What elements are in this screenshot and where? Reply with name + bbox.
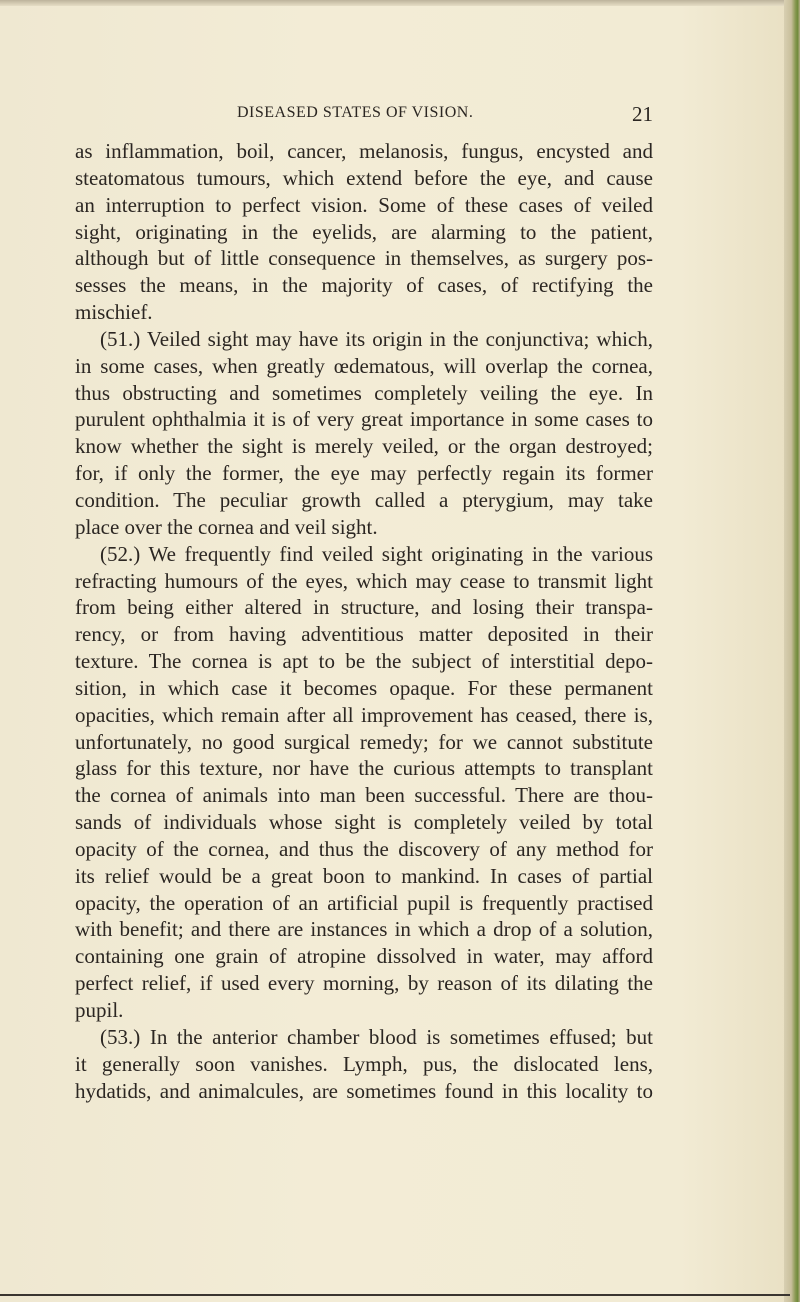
text-line: in some cases, when greatly œdematous, will overlap the cornea, [75,353,653,378]
text-line: hydatids, and animalcules, are sometimes found in this locality to [75,1078,653,1103]
text-line: steatomatous tumours, which extend before the eye, and cause [75,165,653,190]
text-line: sition, in which case it becomes opaque. For these permanent [75,675,653,700]
text-line: rency, or from having adventitious matter deposited in their [75,622,653,647]
bottom-rule [0,1294,790,1296]
page-header [75,104,653,128]
text-line: refracting humours of the eyes, which may cease to transmit light [75,568,653,593]
text-line: condition. The peculiar growth called a pterygium, may take [75,487,653,512]
text-line: perfect relief, if used every morning, by reason of its dilating the [75,971,653,996]
text-line: thus obstructing and sometimes completely veiling the eye. In [75,380,653,405]
page-number: 21 [632,102,653,126]
text-line: opacity, the operation of an artificial pupil is frequently practised [75,890,653,915]
text-line: it generally soon vanishes. Lymph, pus, the dislocated lens, [75,1051,653,1076]
text-line: the cornea of animals into man been successful. There are thou- [75,783,653,808]
text-line: pupil. [75,998,124,1022]
body-text [75,138,653,1288]
text-line: unfortunately, no good surgical remedy; for we cannot substitute [75,729,653,754]
text-line: with benefit; and there are instances in which a drop of a solution, [75,917,653,942]
text-line: an interruption to perfect vision. Some of these cases of veiled [75,192,653,217]
running-title: DISEASED STATES OF VISION. [237,104,474,121]
page-right-edge [784,0,800,1302]
text-line: for, if only the former, the eye may perfectly regain its former [75,461,653,486]
text-line: opacities, which remain after all improvement has ceased, there is, [75,702,653,727]
text-line: as inflammation, boil, cancer, melanosis, fungus, encysted and [75,139,653,163]
text-line: know whether the sight is merely veiled, or the organ destroyed; [75,434,653,459]
page-top-edge [0,0,790,6]
text-line: texture. The cornea is apt to be the subject of interstitial depo- [75,649,653,674]
text-line: place over the cornea and veil sight. [75,514,378,539]
text-line: purulent ophthalmia it is of very great importance in some cases to [75,407,653,432]
text-line: opacity of the cornea, and thus the discovery of any method for [75,836,653,861]
text-line: although but of little consequence in themselves, as surgery pos- [75,246,653,271]
text-line: glass for this texture, nor have the curious attempts to transplant [75,756,653,781]
text-line: sesses the means, in the majority of cases, of rectifying the [75,273,653,298]
paragraph-start-line: (51.) Veiled sight may have its origin in the conjunctiva; which, [100,326,653,351]
text-line: its relief would be a great boon to mankind. In cases of partial [75,863,653,888]
paragraph-start-line: (53.) In the anterior chamber blood is sometimes effused; but [100,1024,653,1049]
paragraph-start-line: (52.) We frequently find veiled sight originating in the various [100,541,653,566]
text-line: sands of individuals whose sight is completely veiled by total [75,810,653,835]
text-line: containing one grain of atropine dissolved in water, may afford [75,944,653,969]
text-line: from being either altered in structure, and losing their transpa- [75,595,653,620]
text-line: mischief. [75,300,153,325]
text-line: sight, originating in the eyelids, are alarming to the patient, [75,219,653,244]
